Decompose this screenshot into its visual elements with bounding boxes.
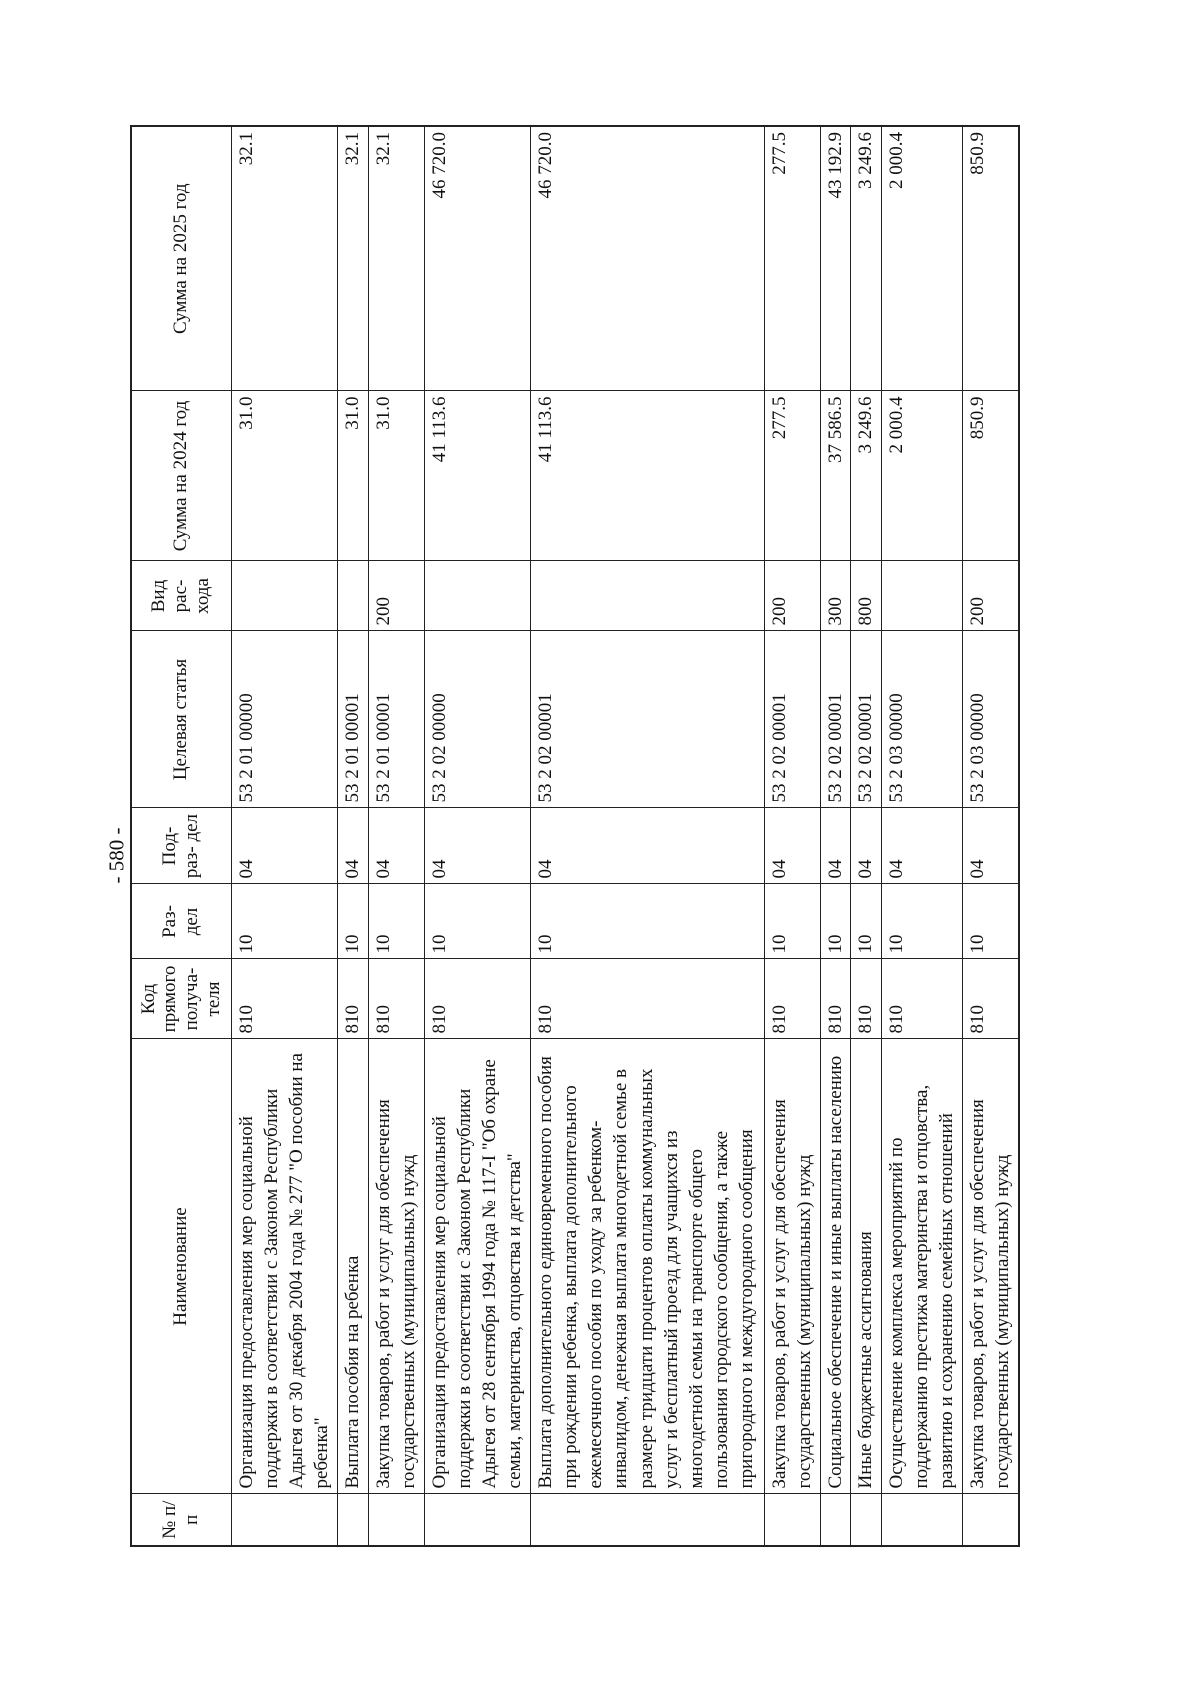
header-expense-type: Вид рас- хода — [131, 561, 231, 631]
row-name: Организация предоставления мер социальной поддержки в соответствии с Законом Республики Адыгея от 28 сентября 1994 года № 117-I "Об охране семьи, материнства, отцовства и детства" — [424, 1039, 531, 1494]
row-num — [820, 1494, 850, 1546]
row-recipient-code: 810 — [424, 959, 531, 1039]
rotated-table-container — [130, 127, 1020, 1547]
row-sum-2024: 3 249.6 — [851, 391, 881, 561]
row-sum-2024: 850.9 — [963, 391, 1019, 561]
row-num — [963, 1494, 1019, 1546]
row-section: 10 — [231, 884, 338, 959]
row-sum-2025: 2 000.4 — [881, 126, 962, 391]
row-expense-type — [881, 561, 962, 631]
row-name: Иные бюджетные ассигнования — [851, 1039, 881, 1494]
header-section: Раз- дел — [131, 884, 231, 959]
row-recipient-code: 810 — [820, 959, 850, 1039]
row-sum-2025: 43 192.9 — [820, 126, 850, 391]
table-row — [338, 126, 368, 1546]
table-header-row — [131, 126, 231, 1546]
row-expense-type — [338, 561, 368, 631]
row-name: Закупка товаров, работ и услуг для обеспечения государственных (муниципальных) нужд — [368, 1039, 424, 1494]
row-section: 10 — [368, 884, 424, 959]
row-name: Выплата дополнительного единовременного пособия при рождении ребенка, выплата дополнительного ежемесячного пособия по уходу за ребенком-инвалидом, денежная выплата многодетной семье в размере тридцати процентов оплаты коммунальных услуг и бесплатный проезд для учащихся из многодетной семьи на транспорте общего пользования городского сообщения, а также пригородного и междугородного сообщения — [531, 1039, 765, 1494]
row-section: 10 — [764, 884, 820, 959]
row-expense-type — [231, 561, 338, 631]
row-name: Закупка товаров, работ и услуг для обеспечения государственных (муниципальных) нужд — [764, 1039, 820, 1494]
row-recipient-code: 810 — [368, 959, 424, 1039]
row-section: 10 — [424, 884, 531, 959]
row-expense-type: 200 — [764, 561, 820, 631]
row-num — [881, 1494, 962, 1546]
row-expense-type: 200 — [368, 561, 424, 631]
row-section: 10 — [963, 884, 1019, 959]
row-section: 10 — [820, 884, 850, 959]
row-sum-2025: 32.1 — [368, 126, 424, 391]
row-num — [531, 1494, 765, 1546]
header-sum-2025: Сумма на 2025 год — [131, 126, 231, 391]
row-sum-2025: 32.1 — [231, 126, 338, 391]
row-sum-2025: 46 720.0 — [531, 126, 765, 391]
row-name: Закупка товаров, работ и услуг для обеспечения государственных (муниципальных) нужд — [963, 1039, 1019, 1494]
header-target-article: Целевая статья — [131, 631, 231, 808]
row-name: Социальное обеспечение и иные выплаты населению — [820, 1039, 850, 1494]
table-row — [531, 126, 765, 1546]
row-target-article: 53 2 02 00001 — [851, 631, 881, 808]
row-target-article: 53 2 03 00000 — [881, 631, 962, 808]
row-expense-type: 300 — [820, 561, 850, 631]
row-target-article: 53 2 01 00001 — [338, 631, 368, 808]
table-row — [820, 126, 850, 1546]
row-target-article: 53 2 02 00000 — [424, 631, 531, 808]
table-row — [963, 126, 1019, 1546]
row-recipient-code: 810 — [531, 959, 765, 1039]
row-name: Выплата пособия на ребенка — [338, 1039, 368, 1494]
header-num: № п/п — [131, 1494, 231, 1546]
row-sum-2025: 46 720.0 — [424, 126, 531, 391]
row-num — [424, 1494, 531, 1546]
row-sum-2024: 41 113.6 — [531, 391, 765, 561]
row-sum-2024: 31.0 — [368, 391, 424, 561]
row-expense-type: 200 — [963, 561, 1019, 631]
row-subsection: 04 — [764, 808, 820, 884]
row-sum-2025: 277.5 — [764, 126, 820, 391]
row-sum-2024: 41 113.6 — [424, 391, 531, 561]
header-subsection: Под- раз- дел — [131, 808, 231, 884]
row-num — [851, 1494, 881, 1546]
row-num — [764, 1494, 820, 1546]
row-num — [338, 1494, 368, 1546]
row-section: 10 — [881, 884, 962, 959]
budget-table — [130, 125, 1020, 1547]
table-row — [851, 126, 881, 1546]
row-name: Осуществление комплекса мероприятий по поддержанию престижа материнства и отцовства, развитию и сохранению семейных отношений — [881, 1039, 962, 1494]
row-subsection: 04 — [851, 808, 881, 884]
row-num — [368, 1494, 424, 1546]
row-target-article: 53 2 02 00001 — [764, 631, 820, 808]
row-recipient-code: 810 — [851, 959, 881, 1039]
row-recipient-code: 810 — [338, 959, 368, 1039]
header-sum-2024: Сумма на 2024 год — [131, 391, 231, 561]
row-sum-2025: 32.1 — [338, 126, 368, 391]
table-row — [764, 126, 820, 1546]
row-subsection: 04 — [338, 808, 368, 884]
row-section: 10 — [338, 884, 368, 959]
row-sum-2025: 3 249.6 — [851, 126, 881, 391]
row-recipient-code: 810 — [764, 959, 820, 1039]
row-sum-2024: 31.0 — [231, 391, 338, 561]
row-recipient-code: 810 — [963, 959, 1019, 1039]
row-subsection: 04 — [881, 808, 962, 884]
row-subsection: 04 — [368, 808, 424, 884]
row-subsection: 04 — [963, 808, 1019, 884]
row-target-article: 53 2 03 00000 — [963, 631, 1019, 808]
row-sum-2024: 37 586.5 — [820, 391, 850, 561]
row-subsection: 04 — [424, 808, 531, 884]
row-subsection: 04 — [231, 808, 338, 884]
row-recipient-code: 810 — [881, 959, 962, 1039]
row-target-article: 53 2 02 00001 — [820, 631, 850, 808]
table-row — [368, 126, 424, 1546]
row-num — [231, 1494, 338, 1546]
row-sum-2024: 31.0 — [338, 391, 368, 561]
row-recipient-code: 810 — [231, 959, 338, 1039]
row-target-article: 53 2 01 00001 — [368, 631, 424, 808]
row-target-article: 53 2 02 00001 — [531, 631, 765, 808]
table-body — [231, 126, 1019, 1546]
header-name: Наименование — [131, 1039, 231, 1494]
row-subsection: 04 — [820, 808, 850, 884]
row-subsection: 04 — [531, 808, 765, 884]
row-section: 10 — [851, 884, 881, 959]
row-target-article: 53 2 01 00000 — [231, 631, 338, 808]
table-row — [881, 126, 962, 1546]
row-name: Организация предоставления мер социальной поддержки в соответствии с Законом Республики Адыгея от 30 декабря 2004 года № 277 "О пособии на ребенка" — [231, 1039, 338, 1494]
table-row — [231, 126, 338, 1546]
row-sum-2025: 850.9 — [963, 126, 1019, 391]
row-expense-type — [424, 561, 531, 631]
header-recipient-code: Код прямого получа- теля — [131, 959, 231, 1039]
page-number-text: - 580 - — [104, 827, 129, 883]
row-expense-type — [531, 561, 765, 631]
row-section: 10 — [531, 884, 765, 959]
row-sum-2024: 277.5 — [764, 391, 820, 561]
row-expense-type: 800 — [851, 561, 881, 631]
page-number — [102, 805, 132, 905]
table-row — [424, 126, 531, 1546]
row-sum-2024: 2 000.4 — [881, 391, 962, 561]
